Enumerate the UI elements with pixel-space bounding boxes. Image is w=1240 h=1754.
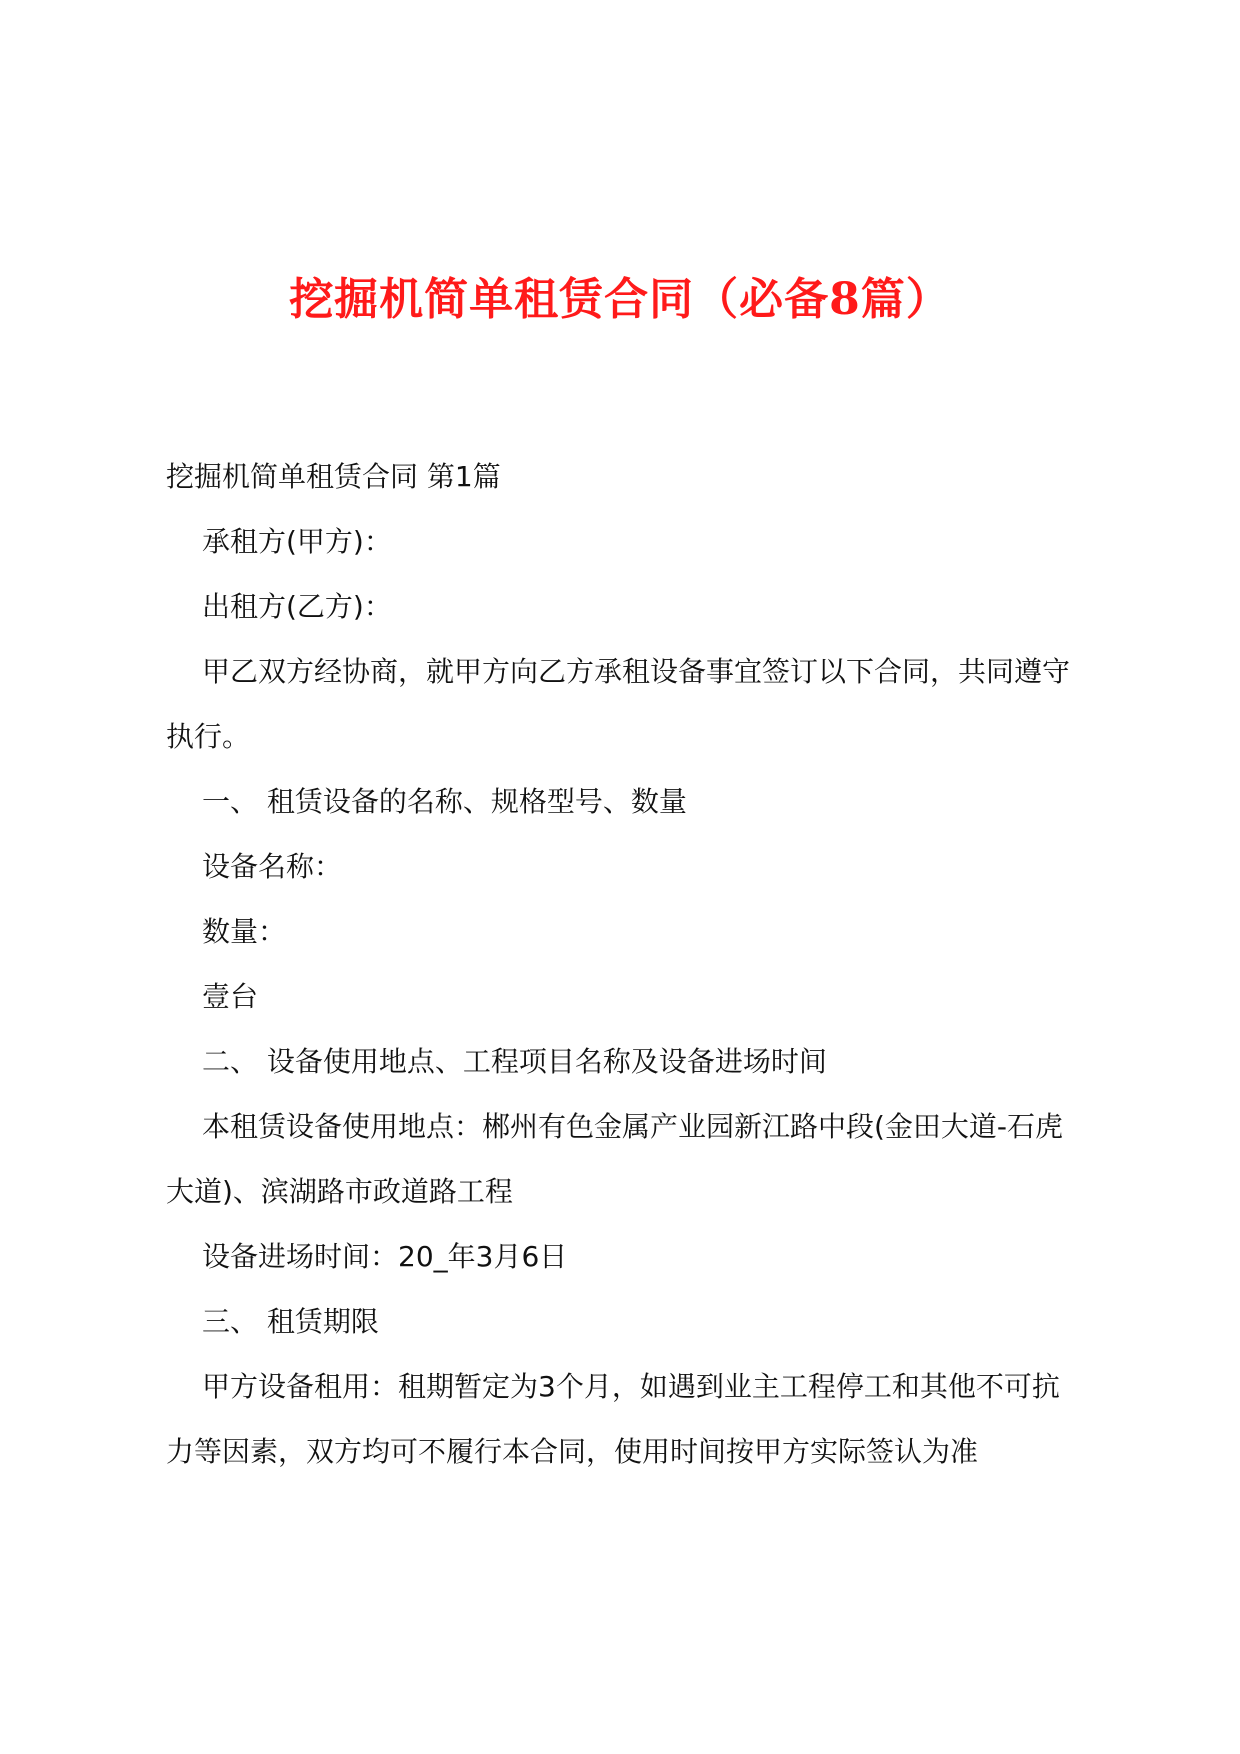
clause-3-heading: 三、 租赁期限 <box>202 1305 379 1338</box>
entry-time-line: 设备进场时间：20_年3月6日 <box>202 1240 568 1273</box>
preamble-paragraph: 甲乙双方经协商，就甲方向乙方承租设备事宜签订以下合同，共同遵守执行。 <box>166 655 1071 753</box>
lease-term-paragraph: 甲方设备租用：租期暂定为3个月，如遇到业主工程停工和其他不可抗力等因素，双方均可不履行本合同，使用时间按甲方实际签认为准 <box>166 1370 1060 1468</box>
quantity-line: 数量： <box>202 915 287 948</box>
document-body <box>166 444 1086 1484</box>
equipment-name-line: 设备名称： <box>202 850 343 883</box>
section-heading: 挖掘机简单租赁合同 第1篇 <box>166 460 501 493</box>
lessor-line: 出租方(乙方)： <box>202 590 392 623</box>
lessee-line: 承租方(甲方)： <box>202 525 392 558</box>
quantity-value: 壹台 <box>202 980 259 1013</box>
clause-1-heading: 一、 租赁设备的名称、规格型号、数量 <box>202 785 687 818</box>
document-title: 挖掘机简单租赁合同（必备8篇） <box>289 274 951 325</box>
clause-2-heading: 二、 设备使用地点、工程项目名称及设备进场时间 <box>202 1045 827 1078</box>
usage-location-paragraph: 本租赁设备使用地点：郴州有色金属产业园新江路中段(金田大道-石虎大道)、滨湖路市政道路工程 <box>166 1110 1064 1208</box>
